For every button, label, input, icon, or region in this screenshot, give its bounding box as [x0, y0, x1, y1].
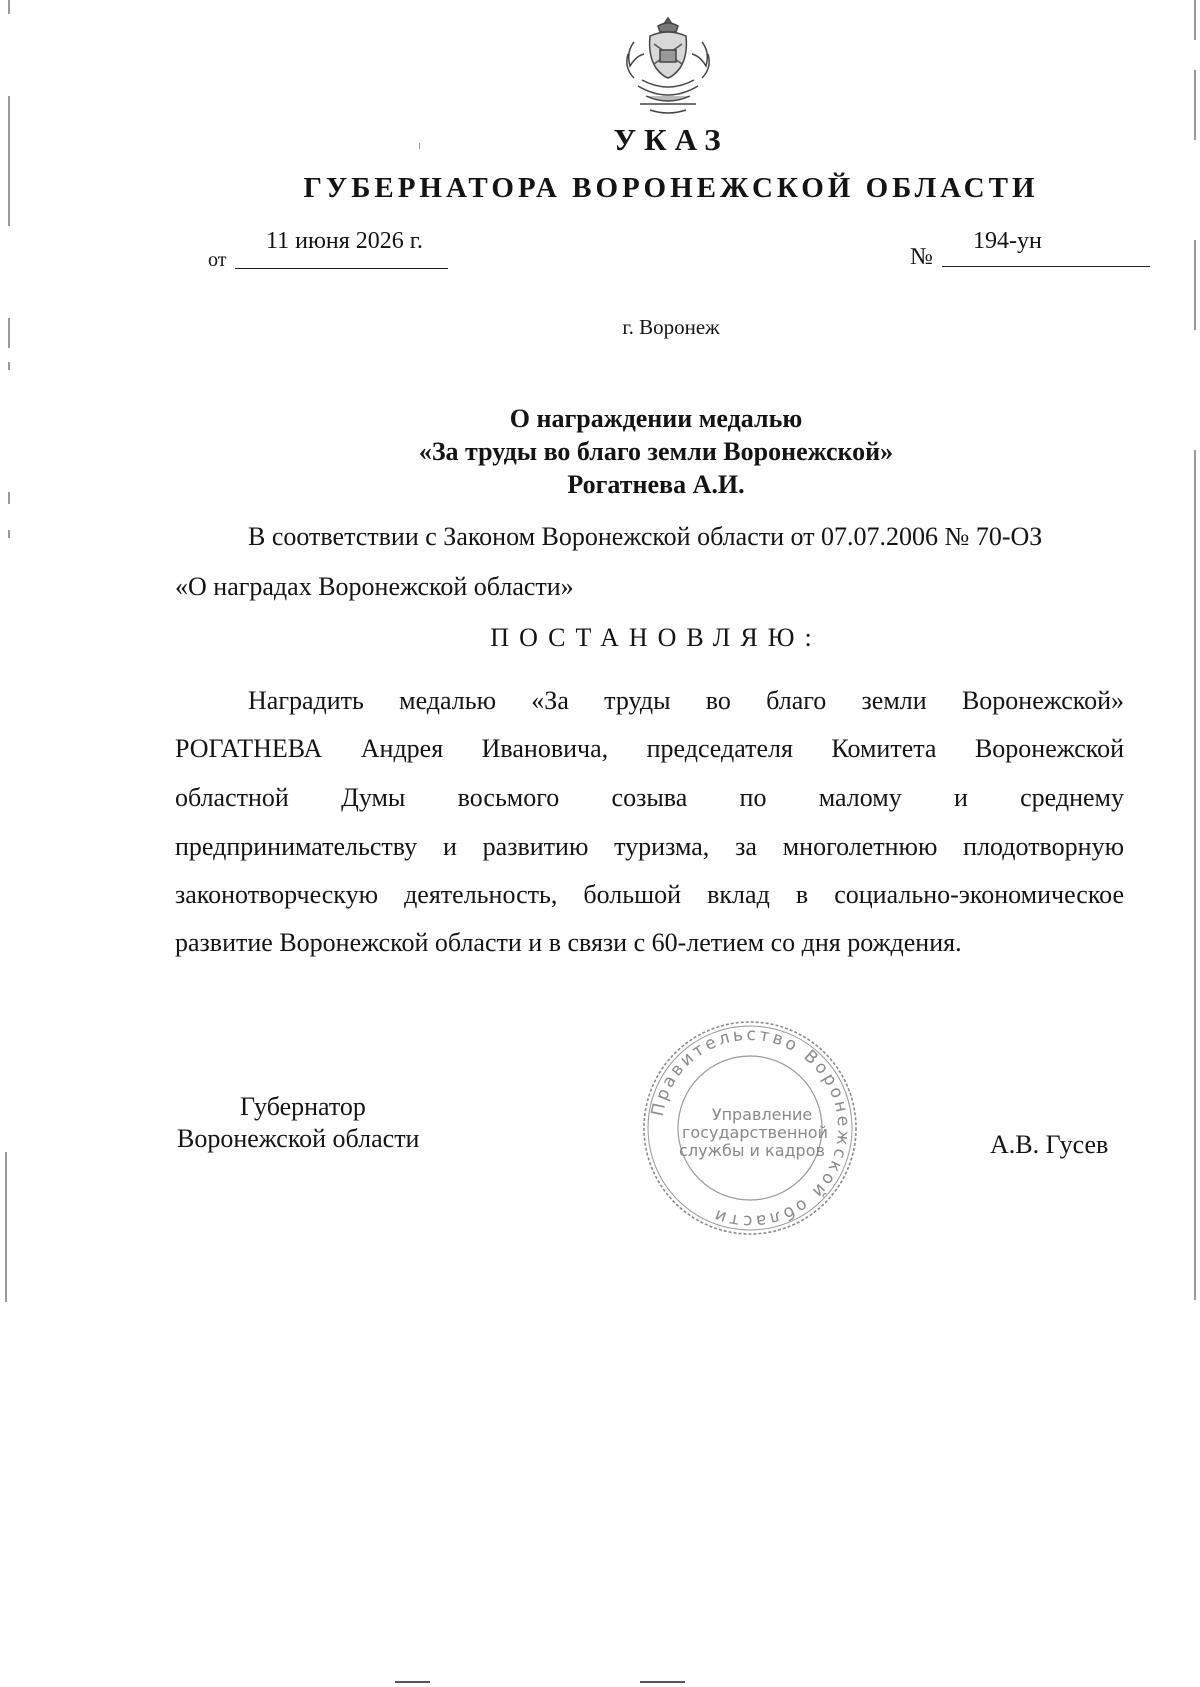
body-line: областной Думы восьмого созыва по малому и среднему: [175, 783, 1124, 812]
stamp-inner-text: службы и кадров: [679, 1141, 825, 1160]
body-line: РОГАТНЕВА Андрея Ивановича, председателя Комитета Воронежской: [175, 734, 1124, 763]
scan-mark: [8, 530, 10, 538]
date-underline: [235, 268, 448, 269]
subject-line: «За труды во благо земли Воронежской»: [418, 437, 894, 466]
scan-mark: [1194, 0, 1196, 40]
body-line: развитие Воронежской области и в связи с 60-летием со дня рождения.: [175, 928, 962, 957]
scan-mark: [5, 1152, 7, 1302]
body-line: предпринимательству и развитию туризма, за многолетнюю плодотворную: [175, 832, 1124, 861]
scan-mark: [640, 1681, 685, 1683]
document-title: УКАЗ: [613, 122, 729, 157]
body-line: Наградить медалью «За труды во благо земли Воронежской»: [248, 686, 1124, 715]
stamp-inner-text: Управление: [711, 1105, 813, 1124]
scan-mark: [8, 362, 10, 370]
scan-mark: [1194, 450, 1196, 1300]
intro-line: «О наградах Воронежской области»: [175, 572, 574, 601]
stamp-outer-text-path: Правительство Воронежской области: [647, 1024, 854, 1232]
stamp-inner-text: государственной: [682, 1123, 828, 1142]
coat-of-arms-icon: [620, 14, 716, 118]
number-underline: [942, 266, 1150, 267]
decree-subject: [0, 402, 1200, 501]
subject-line: Рогатнева А.И.: [567, 470, 745, 499]
scan-mark: [8, 0, 10, 14]
decree-word: ПОСТАНОВЛЯЮ:: [490, 623, 822, 652]
subject-line: О награждении медалью: [509, 404, 803, 433]
date-value: 11 июня 2026 г.: [266, 228, 423, 254]
intro-line: В соответствии с Законом Воронежской области от 07.07.2006 № 70-ОЗ: [248, 522, 1043, 551]
official-stamp: [640, 1018, 860, 1238]
signatory-name: А.В. Гусев: [990, 1130, 1109, 1159]
document-subtitle: ГУБЕРНАТОРА ВОРОНЕЖСКОЙ ОБЛАСТИ: [303, 172, 1039, 204]
body-line: законотворческую деятельность, большой вклад в социально-экономическое: [175, 880, 1124, 909]
scan-mark: [8, 96, 10, 226]
date-label: от: [208, 249, 227, 271]
signatory-position: Воронежской области: [177, 1124, 420, 1153]
signatory-position: Губернатор: [240, 1092, 366, 1121]
city: г. Воронеж: [622, 315, 720, 339]
number-value: 194-ун: [973, 228, 1042, 254]
number-label: №: [910, 244, 933, 270]
scan-mark: [395, 1681, 430, 1683]
